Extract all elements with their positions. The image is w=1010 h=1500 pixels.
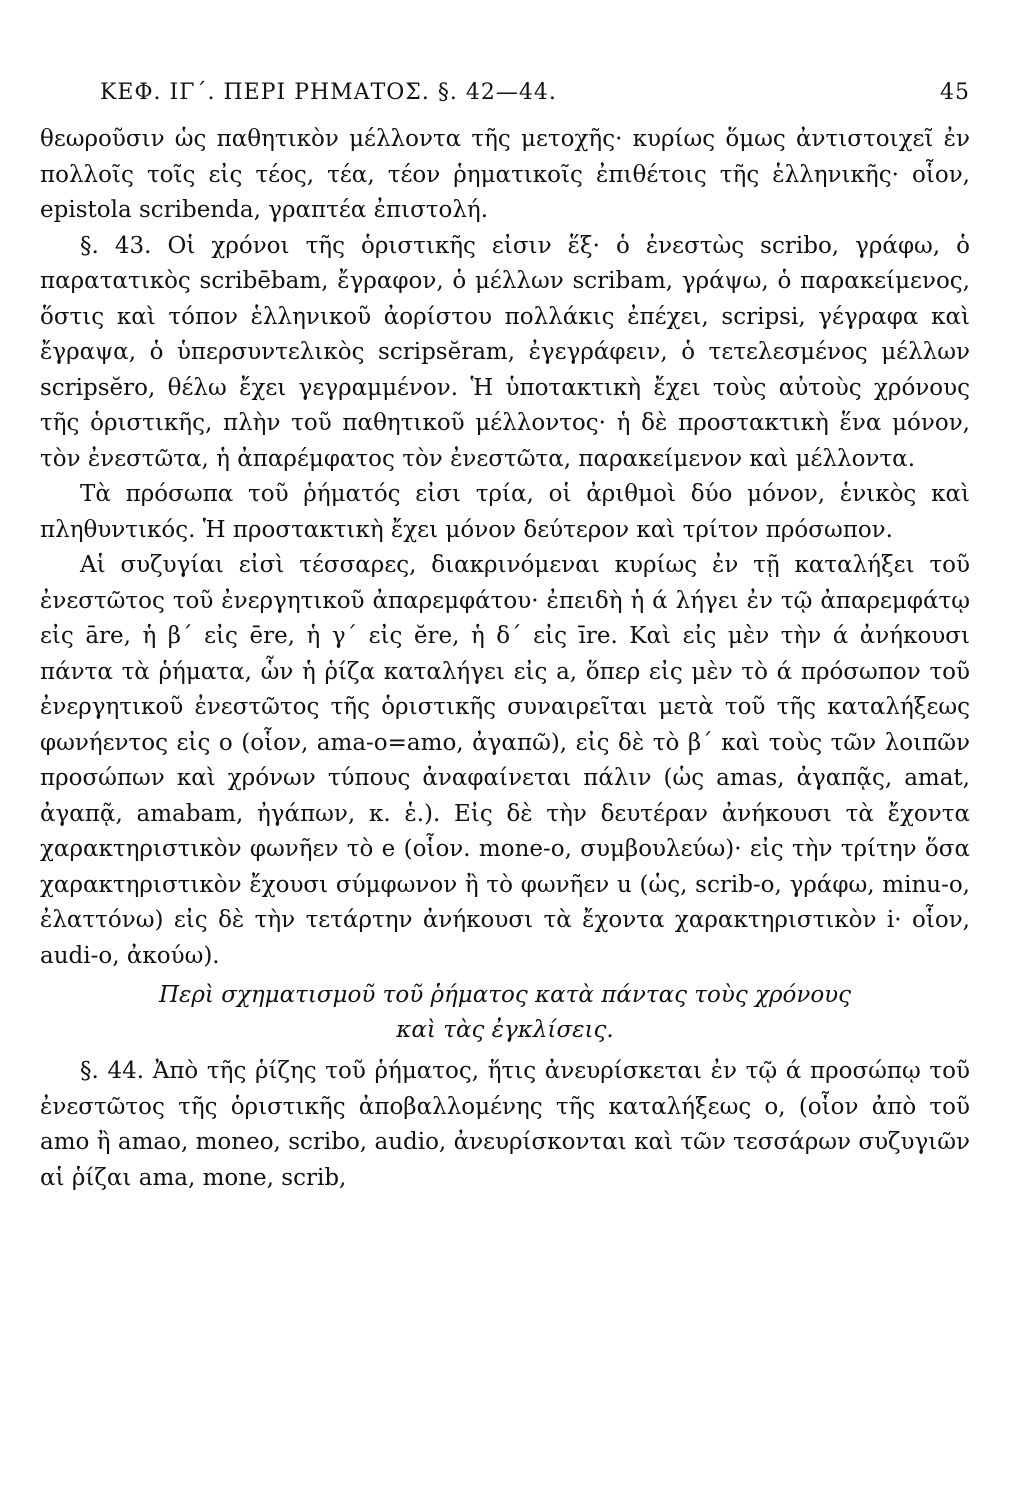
page-number: 45 — [940, 80, 970, 105]
page-body — [40, 122, 970, 1196]
paragraph-continuation: θεωροῦσιν ὡς παθητικὸν μέλλοντα τῆς μετοχῆς· κυρίως ὅμως ἀντιστοιχεῖ ἐν πολλοῖς τοῖς εἰς τέος, τέα, τέον ῥηματικοῖς ἐπιθέτοις τῆς ἑλληνικῆς· οἷον, epistola scribenda, γραπτέα ἐπιστολή. — [40, 126, 970, 223]
paragraph-section-43: §. 43. Οἱ χρόνοι τῆς ὁριστικῆς εἰσιν ἕξ· ὁ ἐνεστὼς scribo, γράφω, ὁ παρατατικὸς scribēbam, ἔγραφον, ὁ μέλλων scribam, γράψω, ὁ παρακείμενος, ὅστις καὶ τόπον ἑλληνικοῦ ἀορίστου πολλάκις ἐπέχει, scripsi, γέγραφα καὶ ἔγραψα, ὁ ὑπερσυντελικὸς scripsĕram, ἐγεγράφειν, ὁ τετελεσμένος μέλλων scripsĕro, θέλω ἔχει γεγραμμένον. Ἡ ὑποτακτικὴ ἔχει τοὺς αὐτοὺς χρόνους τῆς ὁριστικῆς, πλὴν τοῦ παθητικοῦ μέλλοντος· ἡ δὲ προστακτικὴ ἕνα μόνον, τὸν ἐνεστῶτα, ἡ ἀπαρέμφατος τὸν ἐνεστῶτα, παρακείμενον καὶ μέλλοντα. — [40, 232, 970, 472]
paragraph-conjugations: Αἱ συζυγίαι εἰσὶ τέσσαρες, διακρινόμεναι κυρίως ἐν τῇ καταλήξει τοῦ ἐνεστῶτος τοῦ ἐνεργητικοῦ ἀπαρεμφάτου· ἐπειδὴ ἡ ά λήγει ἐν τῷ ἀπαρεμφάτῳ εἰς āre, ἡ β΄ εἰς ēre, ἡ γ΄ εἰς ĕre, ἡ δ΄ εἰς īre. Καὶ εἰς μὲν τὴν ά ἀνήκουσι πάντα τὰ ῥήματα, ὧν ἡ ῥίζα καταλήγει εἰς a, ὅπερ εἰς μὲν τὸ ά πρόσωπον τοῦ ἐνεργητικοῦ ἐνεστῶτος τῆς ὁριστικῆς συναιρεῖται μετὰ τοῦ τῆς καταλήξεως φωνήεντος εἰς o (οἷον, ama-o=amo, ἀγαπῶ), εἰς δὲ τὸ β΄ καὶ τοὺς τῶν λοιπῶν προσώπων καὶ χρόνων τύπους ἀναφαίνεται πάλιν (ὡς amas, ἀγαπᾷς, amat, ἀγαπᾷ, amabam, ἠγάπων, κ. ἑ.). Εἰς δὲ τὴν δευτέραν ἀνήκουσι τὰ ἔχοντα χαρακτηριστικὸν φωνῆεν τὸ e (οἷον. mone-o, συμβουλεύω)· εἰς τὴν τρίτην ὅσα χαρακτηριστικὸν ἔχουσι σύμφωνον ἢ τὸ φωνῆεν u (ὡς, scrib-o, γράφω, minu-o, ἐλαττόνω) εἰς δὲ τὴν τετάρτην ἀνήκουσι τὰ ἔχοντα χαρακτηριστικὸν i· οἷον, audi-o, ἀκούω). — [40, 552, 970, 969]
page-header — [40, 80, 970, 120]
paragraph-section-44: §. 44. Ἀπὸ τῆς ῥίζης τοῦ ῥήματος, ἥτις ἀνευρίσκεται ἐν τῷ ά προσώπῳ τοῦ ἐνεστῶτος τῆς ὁριστικῆς ἀποβαλλομένης τῆς καταλήξεως o, (οἷον ἀπὸ τοῦ amo ἢ amao, moneo, scribo, audio, ἀνευρίσκονται καὶ τῶν τεσσάρων συζυγιῶν αἱ ῥίζαι ama, mone, scrib, — [40, 1058, 970, 1191]
section-heading-line-2: καὶ τὰς ἐγκλίσεις. — [396, 1017, 614, 1043]
section-heading — [40, 978, 970, 1048]
running-head: ΚΕΦ. ΙΓ΄. ΠΕΡΙ ΡΗΜΑΤΟΣ. §. 42—44. — [100, 80, 557, 105]
section-heading-line-1: Περὶ σχηματισμοῦ τοῦ ῥήματος κατὰ πάντας τοὺς χρόνους — [158, 982, 852, 1008]
paragraph-persons: Τὰ πρόσωπα τοῦ ῥήματός εἰσι τρία, οἱ ἀριθμοὶ δύο μόνον, ἑνικὸς καὶ πληθυντικός. Ἡ προστακτικὴ ἔχει μόνον δεύτερον καὶ τρίτον πρόσωπον. — [40, 481, 970, 543]
